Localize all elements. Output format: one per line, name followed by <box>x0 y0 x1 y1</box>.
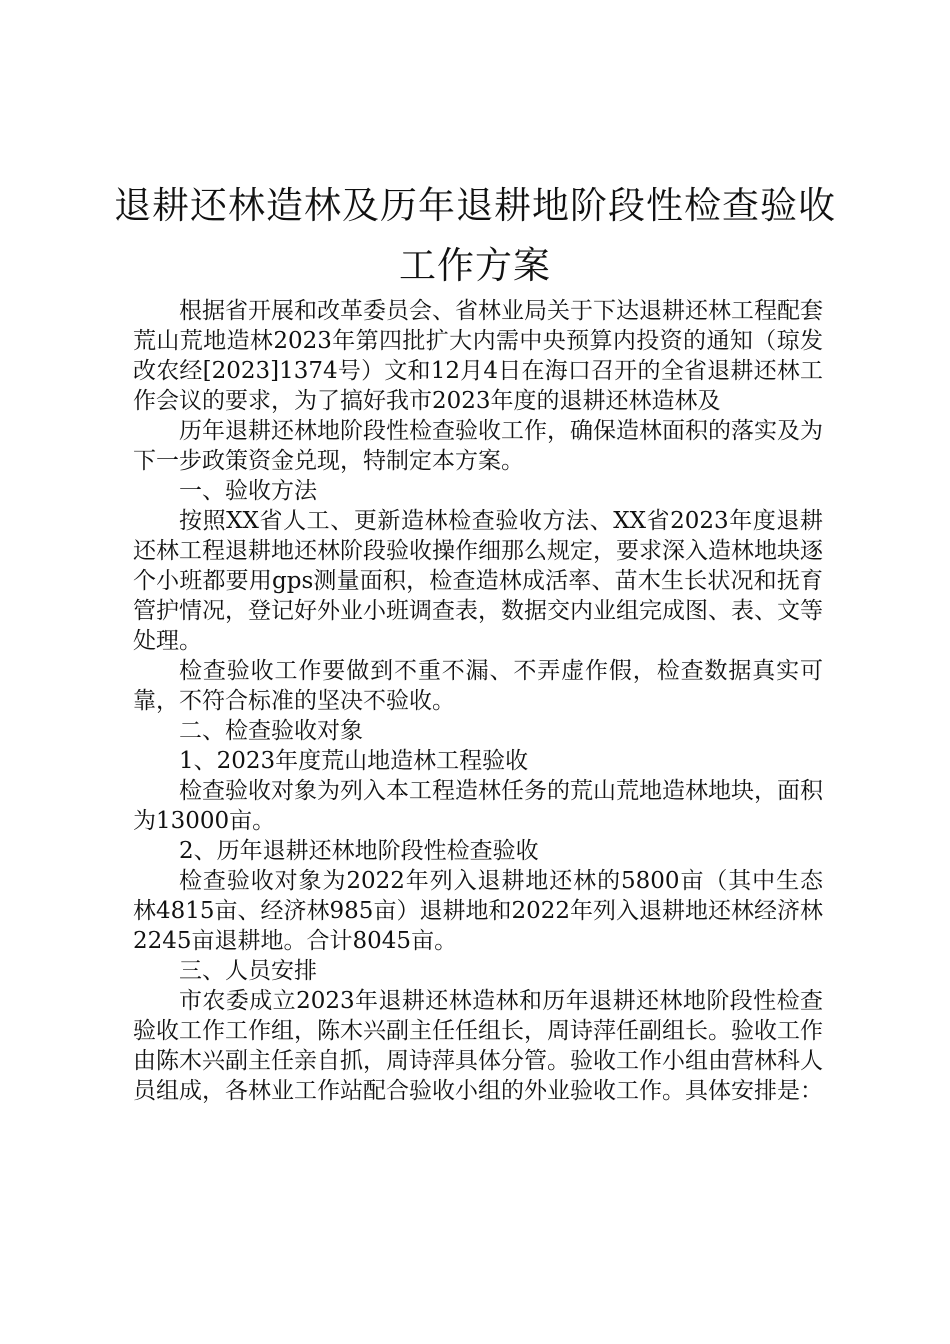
subheading-historical: 2、历年退耕还林地阶段性检查验收 <box>179 838 539 864</box>
paragraph-intro: 根据省开展和改革委员会、省林业局关于下达退耕还林工程配套荒山荒地造林2023年第四批扩大内需中央预算内投资的通知（琼发改农经[2023]1374号）文和12月4日在海口召开的全省退耕还林工作会议的要求，为了搞好我市2023年度的退耕还林造林及 <box>133 298 823 414</box>
section-heading-methods: 一、验收方法 <box>179 478 317 504</box>
document-title-line-1: 退耕还林造林及历年退耕地阶段性检查验收 <box>114 184 836 227</box>
paragraph-historical: 检查验收对象为2022年列入退耕地还林的5800亩（其中生态林4815亩、经济林985亩）退耕地和2022年列入退耕地还林经济林2245亩退耕地。合计8045亩。 <box>133 868 823 954</box>
paragraph-methods: 按照XX省人工、更新造林检查验收方法、XX省2023年度退耕还林工程退耕地还林阶段验收操作细那么规定，要求深入造林地块逐个小班都要用gps测量面积，检查造林成活率、苗木生长状况和抚育管护情况，登记好外业小班调查表，数据交内业组完成图、表、文等处理。 <box>133 508 823 654</box>
paragraph-barren-land: 检查验收对象为列入本工程造林任务的荒山荒地造林地块，面积为13000亩。 <box>133 778 823 834</box>
subheading-barren-land: 1、2023年度荒山地造林工程验收 <box>179 748 529 774</box>
paragraph-methods-requirement: 检查验收工作要做到不重不漏、不弄虚作假，检查数据真实可靠，不符合标准的坚决不验收。 <box>133 658 823 714</box>
document-body <box>133 296 823 1106</box>
paragraph-personnel: 市农委成立2023年退耕还林造林和历年退耕还林地阶段性检查验收工作工作组，陈木兴副主任任组长，周诗萍任副组长。验收工作由陈木兴副主任亲自抓，周诗萍具体分管。验收工作小组由营林科人员组成，各林业工作站配合验收小组的外业验收工作。具体安排是： <box>133 988 823 1104</box>
section-heading-objects: 二、检查验收对象 <box>179 718 363 744</box>
paragraph-intro-continued: 历年退耕还林地阶段性检查验收工作，确保造林面积的落实及为下一步政策资金兑现，特制定本方案。 <box>133 418 823 474</box>
document-title-line-2: 工作方案 <box>399 244 551 287</box>
section-heading-personnel: 三、人员安排 <box>179 958 317 984</box>
